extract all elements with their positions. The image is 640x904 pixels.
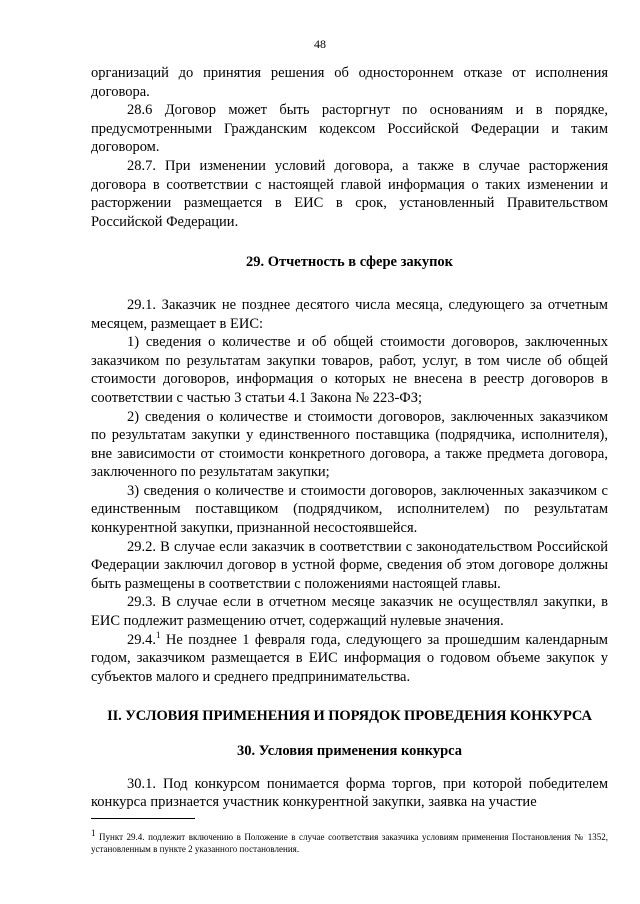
paragraph: 29.1. Заказчик не позднее десятого числа месяца, следующего за отчетным месяцем, размещает в ЕИС:: [91, 296, 608, 332]
paragraph: 28.6 Договор может быть расторгнут по основаниям и в порядке, предусмотренными Гражданским кодексом Российской Федерации и таким договором.: [91, 102, 608, 156]
footnote-separator: [91, 818, 195, 819]
paragraph: 3) сведения о количестве и стоимости договоров, заключенных заказчиком с единственным поставщиком (подрядчиком, исполнителем) по результатам конкурентной закупки, признанной несостоявшейся.: [91, 482, 608, 537]
paragraph: 30.1. Под конкурсом понимается форма торгов, при которой победителем конкурса признается участник конкурентной закупки, заявка на участие: [91, 775, 608, 811]
paragraph-text: Не позднее 1 февраля года, следующего за прошедшим календарным годом, заказчиком размещается в ЕИС информация о годовом объеме закупок у субъектов малого и среднего предпринимательства.: [91, 631, 608, 685]
footnote-marker: 1: [91, 828, 96, 838]
paragraph: организаций до принятия решения об одностороннем отказе от исполнения договора.: [91, 65, 608, 100]
section-30-heading: 30. Условия применения конкурса: [236, 743, 463, 759]
paragraph: 1) сведения о количестве и об общей стоимости договоров, заключенных заказчиком по результатам закупки товаров, работ, услуг, в том числе об общей стоимости договоров, информация о которых не внесена в реестр договоров в соответствии с частью 3 статьи 4.1 Закона № 223-ФЗ;: [91, 334, 608, 406]
footnote-ref: 1: [156, 629, 161, 640]
paragraph: 28.7. При изменении условий договора, а также в случае расторжения договора в соответствии с настоящей главой информация о таких изменении и расторжении размещается в ЕИС в срок, установленный Правительством Российской Федерации.: [91, 157, 608, 230]
footnote: [91, 828, 608, 855]
footnote-text: Пункт 29.4. подлежит включению в Положение в случае соответствия заказчика условиям применения Постановления № 1352, установленным в пункте 2 указанного постановления.: [91, 832, 608, 854]
paragraph-number: 29.4.: [127, 631, 156, 648]
page-content: [91, 64, 608, 812]
paragraph: 29.2. В случае если заказчик в соответствии с законодательством Российской Федерации заключил договор в устной форме, сведения об этом договоре должны быть размещены в соответствии с положениями настоящей главы.: [91, 538, 608, 592]
paragraph-29-4: [91, 631, 608, 687]
paragraph: 2) сведения о количестве и стоимости договоров, заключенных заказчиком по результатам закупки у единственного поставщика (подрядчика, исполнителя), вне зависимости от стоимости конкретного договора, а также предмета договора, заключенного по результатам закупки;: [91, 408, 608, 481]
paragraph: 29.3. В случае если в отчетном месяце заказчик не осуществлял закупки, в ЕИС подлежит размещению отчет, содержащий нулевые значения.: [91, 594, 608, 630]
part-2-heading: II. УСЛОВИЯ ПРИМЕНЕНИЯ И ПОРЯДОК ПРОВЕДЕНИЯ КОНКУРСА: [107, 708, 592, 725]
section-29-heading: 29. Отчетность в сфере закупок: [245, 254, 454, 271]
page-number: 48: [314, 37, 326, 51]
